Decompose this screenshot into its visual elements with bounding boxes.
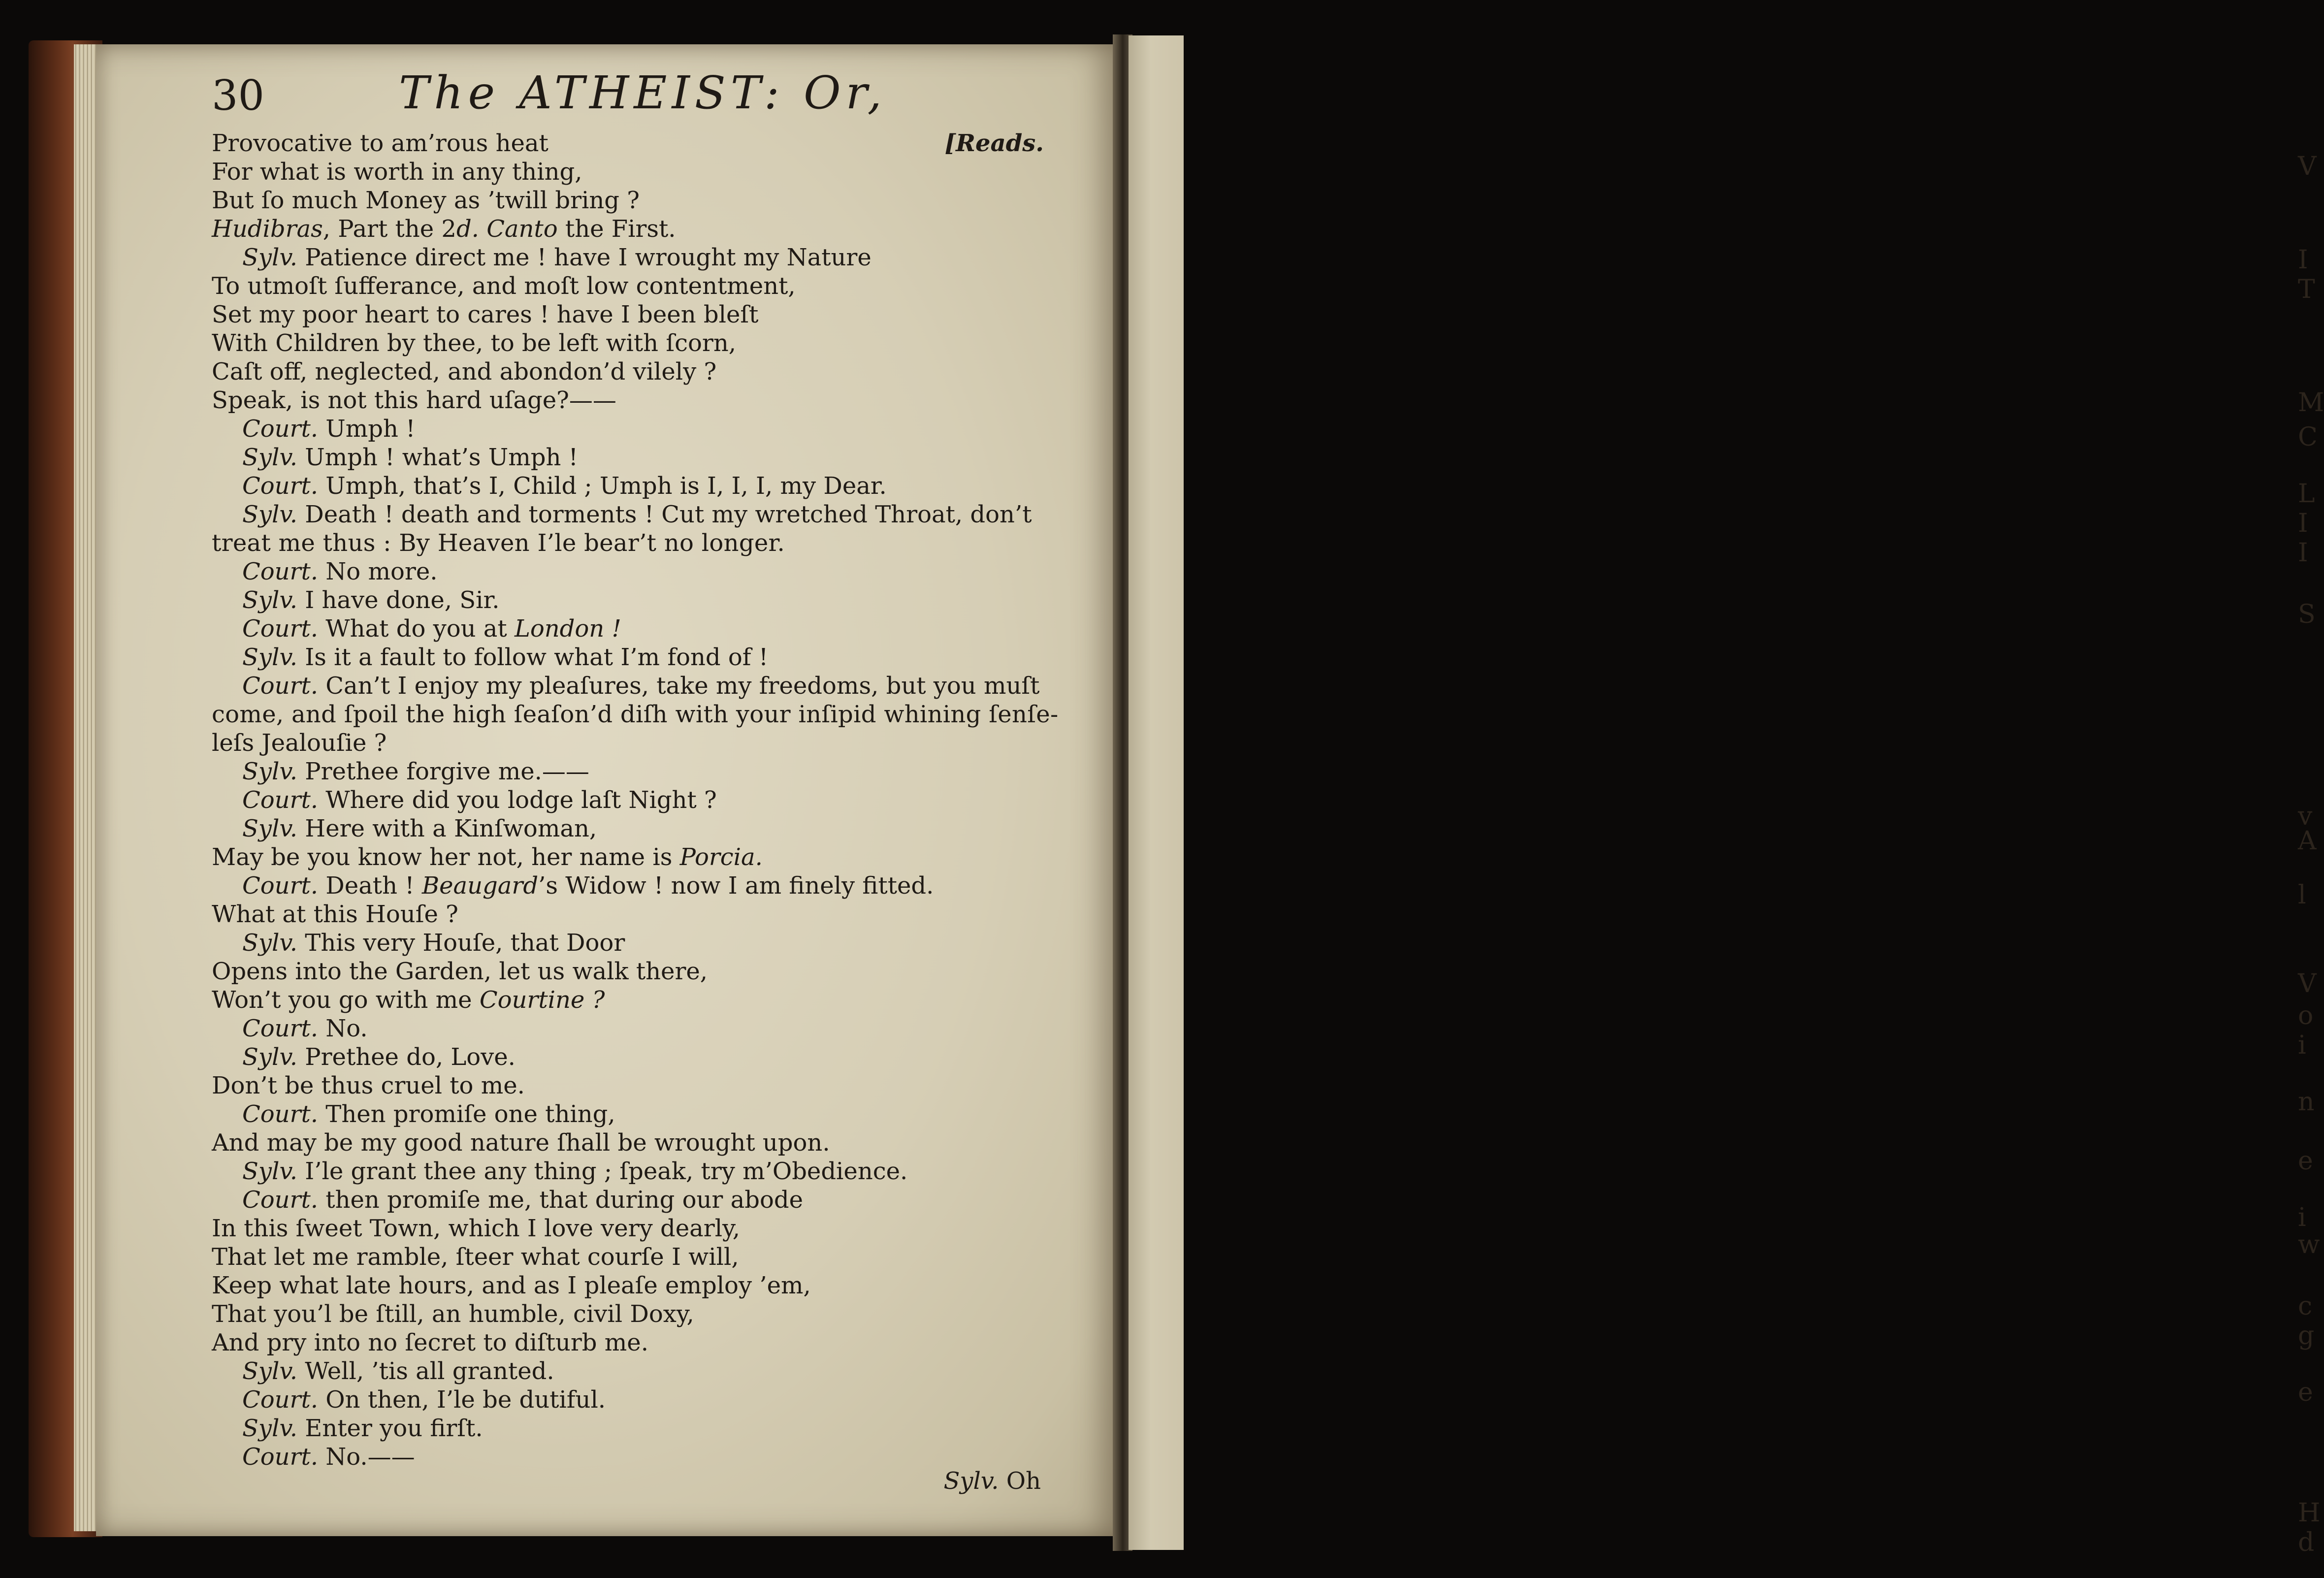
speaker: Sylv. — [242, 929, 298, 957]
speech-line: Court. What do you at London ! — [242, 615, 621, 643]
facing-page-letter: w — [2298, 1230, 2320, 1259]
facing-page-letter: S — [2298, 600, 2316, 629]
speech-line: Court. On then, I’le be dutiful. — [242, 1386, 606, 1414]
speaker: Sylv. — [242, 1158, 298, 1185]
text-line: And pry into no ſecret to diſturb me. — [212, 1329, 648, 1356]
facing-page-letter: C — [2298, 422, 2318, 452]
speaker: Court. — [242, 1386, 319, 1414]
speaker: Sylv. — [242, 644, 298, 671]
facing-page-letter: i — [2298, 1203, 2306, 1232]
text-line: And may be my good nature ſhall be wrought upon. — [212, 1129, 830, 1157]
running-title: The ATHEIST: Or, — [399, 66, 887, 119]
speaker: Sylv. — [242, 244, 298, 271]
text-line: In this ſweet Town, which I love very dearly, — [212, 1215, 741, 1242]
catchword: Sylv. Oh — [943, 1467, 1041, 1495]
speech-line: Court. Death ! Beaugard’s Widow ! now I am finely fitted. — [242, 872, 934, 900]
speaker: Court. — [242, 1015, 319, 1042]
speech-line: Sylv. Prethee do, Love. — [242, 1043, 516, 1071]
speaker: Sylv. — [242, 1415, 298, 1442]
text-line: Set my poor heart to cares ! have I been bleſt — [212, 301, 759, 328]
stage-direction: [Reads. — [944, 129, 1044, 157]
facing-page-letter: e — [2298, 1146, 2313, 1176]
speaker: Court. — [242, 472, 319, 500]
facing-page-letter: e — [2298, 1378, 2313, 1407]
facing-page-letter: g — [2298, 1321, 2315, 1351]
speech-line: Sylv. Umph ! what’s Umph ! — [242, 444, 578, 471]
speech-line: Sylv. I have done, Sir. — [242, 586, 500, 614]
speaker: Sylv. — [242, 444, 298, 471]
facing-page-letter: c — [2298, 1291, 2313, 1321]
speech-line: Sylv. Well, ’tis all granted. — [242, 1357, 554, 1385]
speaker: Sylv. — [242, 1043, 298, 1071]
text-block — [212, 129, 1059, 1471]
speech-line: Court. Where did you lodge laſt Night ? — [242, 786, 717, 814]
running-head — [0, 66, 1184, 121]
speaker: Sylv. — [242, 815, 298, 842]
text-line: Caſt off, neglected, and abondon’d vilely ? — [212, 358, 717, 386]
facing-page-letter: i — [2298, 1031, 2306, 1060]
facing-page-letter: H — [2298, 1498, 2321, 1528]
text-line: With Children by thee, to be left with ſcorn, — [212, 329, 736, 357]
speaker: Court. — [242, 1100, 319, 1128]
facing-page-letter: d — [2298, 1528, 2315, 1557]
speaker: Court. — [242, 615, 319, 643]
speech-line: Sylv. Here with a Kinſwoman, — [242, 815, 597, 842]
facing-page-letter: V — [2298, 152, 2317, 181]
facing-page-letter: M — [2298, 388, 2324, 418]
speaker: Court. — [242, 786, 319, 814]
facing-page-letter: v — [2298, 802, 2313, 831]
facing-page-letter: I — [2298, 245, 2308, 275]
facing-page-letter: I — [2298, 509, 2308, 538]
page-number: 30 — [212, 71, 264, 120]
speech-line: Sylv. Death ! death and torments ! Cut my wretched Throat, don’t — [242, 501, 1032, 528]
speaker: Court. — [242, 415, 319, 443]
text-line: leſs Jealouſie ? — [212, 729, 387, 757]
citation-line: Hudibras, Part the 2d. Canto the First. — [212, 215, 676, 243]
text-line: Don’t be thus cruel to me. — [212, 1072, 525, 1099]
speech-line: Court. No.—— — [242, 1443, 415, 1471]
text-line: That let me ramble, ſteer what courſe I will, — [212, 1243, 739, 1271]
text-line: Provocative to am’rous heat [Reads. — [212, 129, 1044, 157]
speech-line: Sylv. Is it a fault to follow what I’m fond of ! — [242, 644, 769, 671]
speaker: Sylv. — [242, 501, 298, 528]
speaker: Court. — [242, 872, 319, 900]
text-line: May be you know her not, her name is Porcia. — [212, 843, 763, 871]
speaker: Court. — [242, 1186, 319, 1214]
speaker: Court. — [242, 558, 319, 585]
facing-page-letter: n — [2298, 1087, 2315, 1117]
text-line: come, and ſpoil the high ſeaſon’d diſh with your inſipid whining ſenſe- — [212, 701, 1059, 728]
speaker: Sylv. — [242, 1357, 298, 1385]
speaker: Court. — [242, 672, 319, 700]
speech-line: Court. No more. — [242, 558, 438, 585]
facing-page-letter: I — [2298, 538, 2308, 568]
facing-page-edge — [1129, 35, 2324, 1557]
facing-page-letter: V — [2298, 969, 2317, 998]
facing-page-letter: A — [2298, 826, 2317, 856]
speech-line: Court. then promiſe me, that during our abode — [242, 1186, 803, 1214]
text-line: For what is worth in any thing, — [212, 158, 582, 186]
text-line: Keep what late hours, and as I pleaſe employ ’em, — [212, 1272, 811, 1299]
text-line: treat me thus : By Heaven I’le bear’t no longer. — [212, 529, 785, 557]
facing-page-letter: l — [2298, 880, 2306, 910]
speech-line: Court. Then promiſe one thing, — [242, 1100, 615, 1128]
text-line: But ſo much Money as ’twill bring ? — [212, 187, 640, 214]
speech-line: Sylv. Patience direct me ! have I wrought my Nature — [242, 244, 872, 271]
text-line: Speak, is not this hard uſage?—— — [212, 386, 616, 414]
speech-line: Court. Can’t I enjoy my pleaſures, take my freedoms, but you muſt — [242, 672, 1040, 700]
speech-line: Sylv. Prethee forgive me.—— — [242, 758, 589, 785]
text-line: To utmoſt ſufferance, and moſt low contentment, — [212, 272, 796, 300]
facing-page-letter: o — [2298, 1001, 2314, 1031]
text-line: What at this Houſe ? — [212, 901, 458, 928]
speech-line: Court. Umph ! — [242, 415, 416, 443]
text-line: Opens into the Garden, let us walk there, — [212, 958, 708, 985]
speech-line: Court. Umph, that’s I, Child ; Umph is I, I, I, my Dear. — [242, 472, 887, 500]
facing-page-letter: T — [2298, 275, 2315, 304]
text-line: That you’l be ſtill, an humble, civil Doxy, — [212, 1300, 694, 1328]
speech-line: Court. No. — [242, 1015, 368, 1042]
speech-line: Sylv. This very Houſe, that Door — [242, 929, 625, 957]
speech-line: Sylv. I’le grant thee any thing ; ſpeak, try m’Obedience. — [242, 1158, 908, 1185]
speaker: Court. — [242, 1443, 319, 1471]
speaker: Sylv. — [242, 758, 298, 785]
facing-page-letter: L — [2298, 479, 2315, 509]
speech-line: Sylv. Enter you firſt. — [242, 1415, 483, 1442]
text-line: Won’t you go with me Courtine ? — [212, 986, 605, 1014]
speaker: Sylv. — [242, 586, 298, 614]
